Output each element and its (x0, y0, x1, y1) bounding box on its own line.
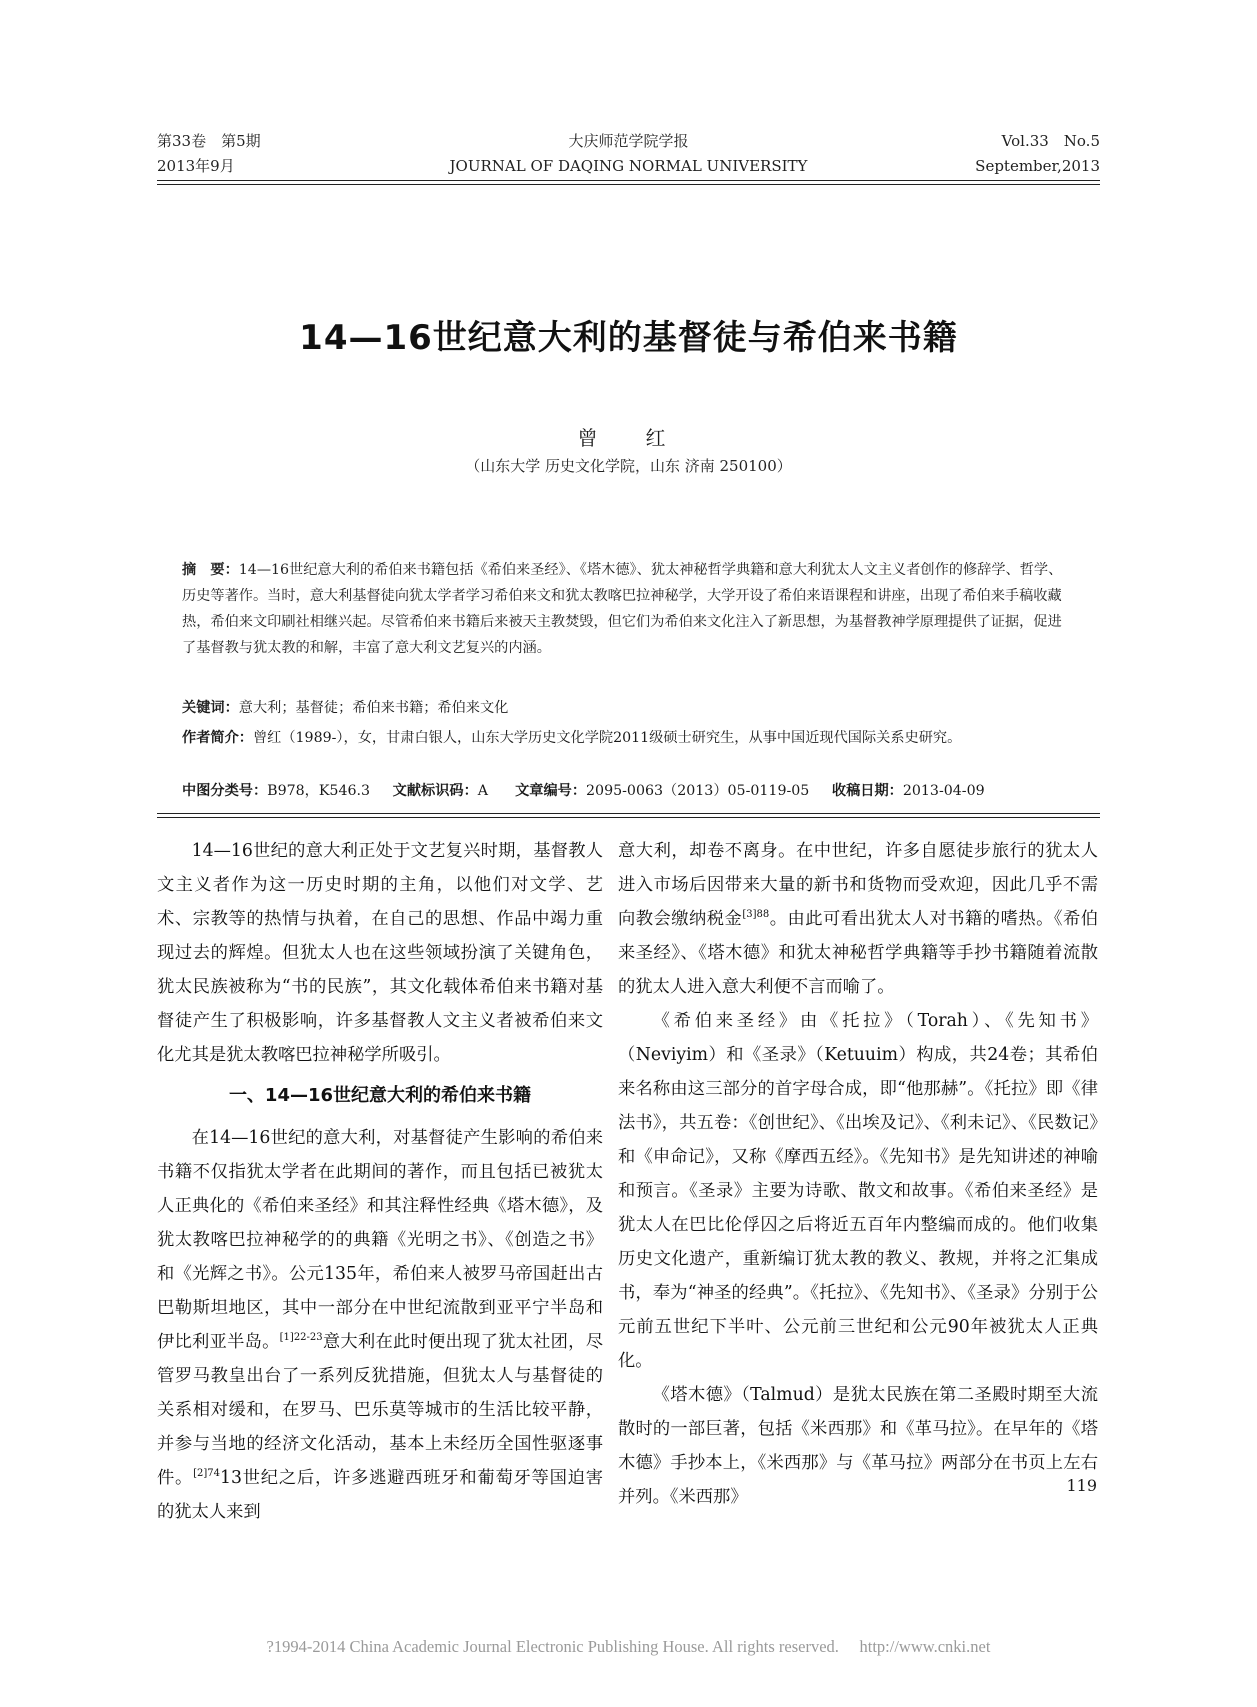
paragraph-text: 。由此可看出犹太人对书籍的嗜热。《希伯来圣经》、《塔木德》和犹太神秘哲学典籍等手抄书籍随着流散的犹太人进入意大利便不言而喻了。 (618, 909, 1098, 997)
paragraph: 《塔木德》（Talmud）是犹太民族在第二圣殿时期至大流散时的一部巨著，包括《米西那》和《革马拉》。在早年的《塔木德》手抄本上，《米西那》与《革马拉》两部分在书页上左右并列。《米西那》 (618, 1385, 1098, 1507)
doc-code-value: A (477, 783, 489, 799)
classification-line (182, 780, 1082, 802)
author-name: 曾 红 (577, 426, 680, 450)
clc-value: B978，K546.3 (267, 783, 371, 799)
journal-name-en: JOURNAL OF DAQING NORMAL UNIVERSITY (449, 157, 808, 175)
keywords (182, 697, 1082, 719)
author-bio-label: 作者简介： (182, 730, 253, 746)
body-column-left (157, 834, 603, 1529)
author-bio (182, 725, 1074, 751)
keywords-label: 关键词： (182, 700, 239, 716)
paragraph-text: 意大利，却卷不离身。在中世纪，许多自愿徒步旅行的犹太人进入市场后因带来大量的新书和货物而受欢迎，因此几乎不需向教会缴纳税金 (618, 841, 1098, 929)
section-heading: 一、14—16世纪意大利的希伯来书籍 (228, 1085, 532, 1106)
paragraph-text: 在14—16世纪的意大利，对基督徒产生影响的希伯来书籍不仅指犹太学者在此期间的著作，而且包括已被犹太人正典化的《希伯来圣经》和其注释性经典《塔木德》，及犹太教喀巴拉神秘学的的典籍《光明之书》、《创造之书》和《光辉之书》。公元135年，希伯来人被罗马帝国赶出古巴勒斯坦地区，其中一部分在中世纪流散到亚平宁半岛和伊比利亚半岛。 (157, 1128, 603, 1352)
citation: [1]22-23 (279, 1332, 323, 1344)
publish-date-cn: 2013年9月 (157, 157, 235, 175)
paragraph-text: 13世纪之后，许多逃避西班牙和葡萄牙等国迫害的犹太人来到 (157, 1468, 603, 1522)
keywords-text: 意大利；基督徒；希伯来书籍；希伯来文化 (238, 700, 509, 716)
volume-issue-en: Vol.33 No.5 (1001, 132, 1100, 150)
citation: [2]74 (193, 1468, 220, 1480)
header-rule (157, 180, 1100, 181)
abstract-text: 14—16世纪意大利的希伯来书籍包括《希伯来圣经》、《塔木德》、犹太神秘哲学典籍和意大利犹太人文主义者创作的修辞学、哲学、历史等著作。当时，意大利基督徒向犹太学者学习希伯来文和犹太教喀巴拉神秘学，大学开设了希伯来语课程和讲座，出现了希伯来手稿收藏热，希伯来文印刷社相继兴起。尽管希伯来书籍后来被天主教焚毁，但它们为希伯来文化注入了新思想，为基督教神学原理提供了证据，促进了基督教与犹太教的和解，丰富了意大利文艺复兴的内涵。 (182, 562, 1063, 656)
header-rule-2 (157, 184, 1100, 185)
received-date-label: 收稿日期： (831, 783, 903, 799)
body-column-right (618, 834, 1098, 1514)
clc-label: 中图分类号： (182, 783, 268, 799)
received-date-value: 2013-04-09 (902, 783, 985, 799)
author-affiliation: （山东大学 历史文化学院，山东 济南 250100） (465, 457, 792, 475)
article-title: 14—16世纪意大利的基督徒与希伯来书籍 (299, 318, 958, 358)
paragraph: 14—16世纪的意大利正处于文艺复兴时期，基督教人文主义者作为这一历史时期的主角，以他们对文学、艺术、宗教等的热情与执着，在自己的思想、作品中竭力重现过去的辉煌。但犹太人也在这些领域扮演了关键角色，犹太民族被称为“书的民族”，其文化载体希伯来书籍对基督徒产生了积极影响，许多基督教人文主义者被希伯来文化尤其是犹太教喀巴拉神秘学所吸引。 (157, 841, 603, 1065)
page-number: 119 (1066, 1476, 1097, 1495)
article-number-value: 2095-0063（2013）05-0119-05 (586, 783, 810, 799)
author-bio-text: 曾红（1989-），女，甘肃白银人，山东大学历史文化学院2011级硕士研究生，从事中国近现代国际关系史研究。 (252, 730, 962, 746)
copyright-footer: ?1994-2014 China Academic Journal Electronic Publishing House. All rights reserved. http://www.cnki.net (266, 1637, 991, 1656)
article-number-label: 文章编号： (515, 783, 587, 799)
citation: [3]88 (742, 909, 770, 921)
abstract-rule (157, 813, 1100, 814)
volume-issue: 第33卷 第5期 (157, 132, 261, 150)
abstract-label: 摘 要： (182, 562, 239, 578)
paragraph (157, 1121, 603, 1529)
doc-code-label: 文献标识码： (392, 783, 478, 799)
journal-name-cn: 大庆师范学院学报 (568, 132, 689, 150)
paragraph (618, 834, 1098, 1004)
publish-date-en: September,2013 (975, 157, 1100, 175)
paragraph-text: 意大利在此时便出现了犹太社团，尽管罗马教皇出台了一系列反犹措施，但犹太人与基督徒的关系相对缓和，在罗马、巴乐莫等城市的生活比较平静，并参与当地的经济文化活动，基本上未经历全国性驱逐事件。 (157, 1332, 603, 1488)
abstract (182, 557, 1074, 661)
paragraph: 《希伯来圣经》由《托拉》（Torah）、《先知书》（Neviyim）和《圣录》（Ketuuim）构成，共24卷；其希伯来名称由这三部分的首字母合成，即“他那赫”。《托拉》即《律法书》，共五卷：《创世纪》、《出埃及记》、《利未记》、《民数记》和《申命记》，又称《摩西五经》。《先知书》是先知讲述的神喻和预言。《圣录》主要为诗歌、散文和故事。《希伯来圣经》是犹太人在巴比伦俘囚之后将近五百年内整编而成的。他们收集历史文化遗产，重新编订犹太教的教义、教规，并将之汇集成书，奉为“神圣的经典”。《托拉》、《先知书》、《圣录》分别于公元前五世纪下半叶、公元前三世纪和公元90年被犹太人正典化。 (618, 1011, 1098, 1371)
abstract-rule-2 (157, 817, 1100, 818)
